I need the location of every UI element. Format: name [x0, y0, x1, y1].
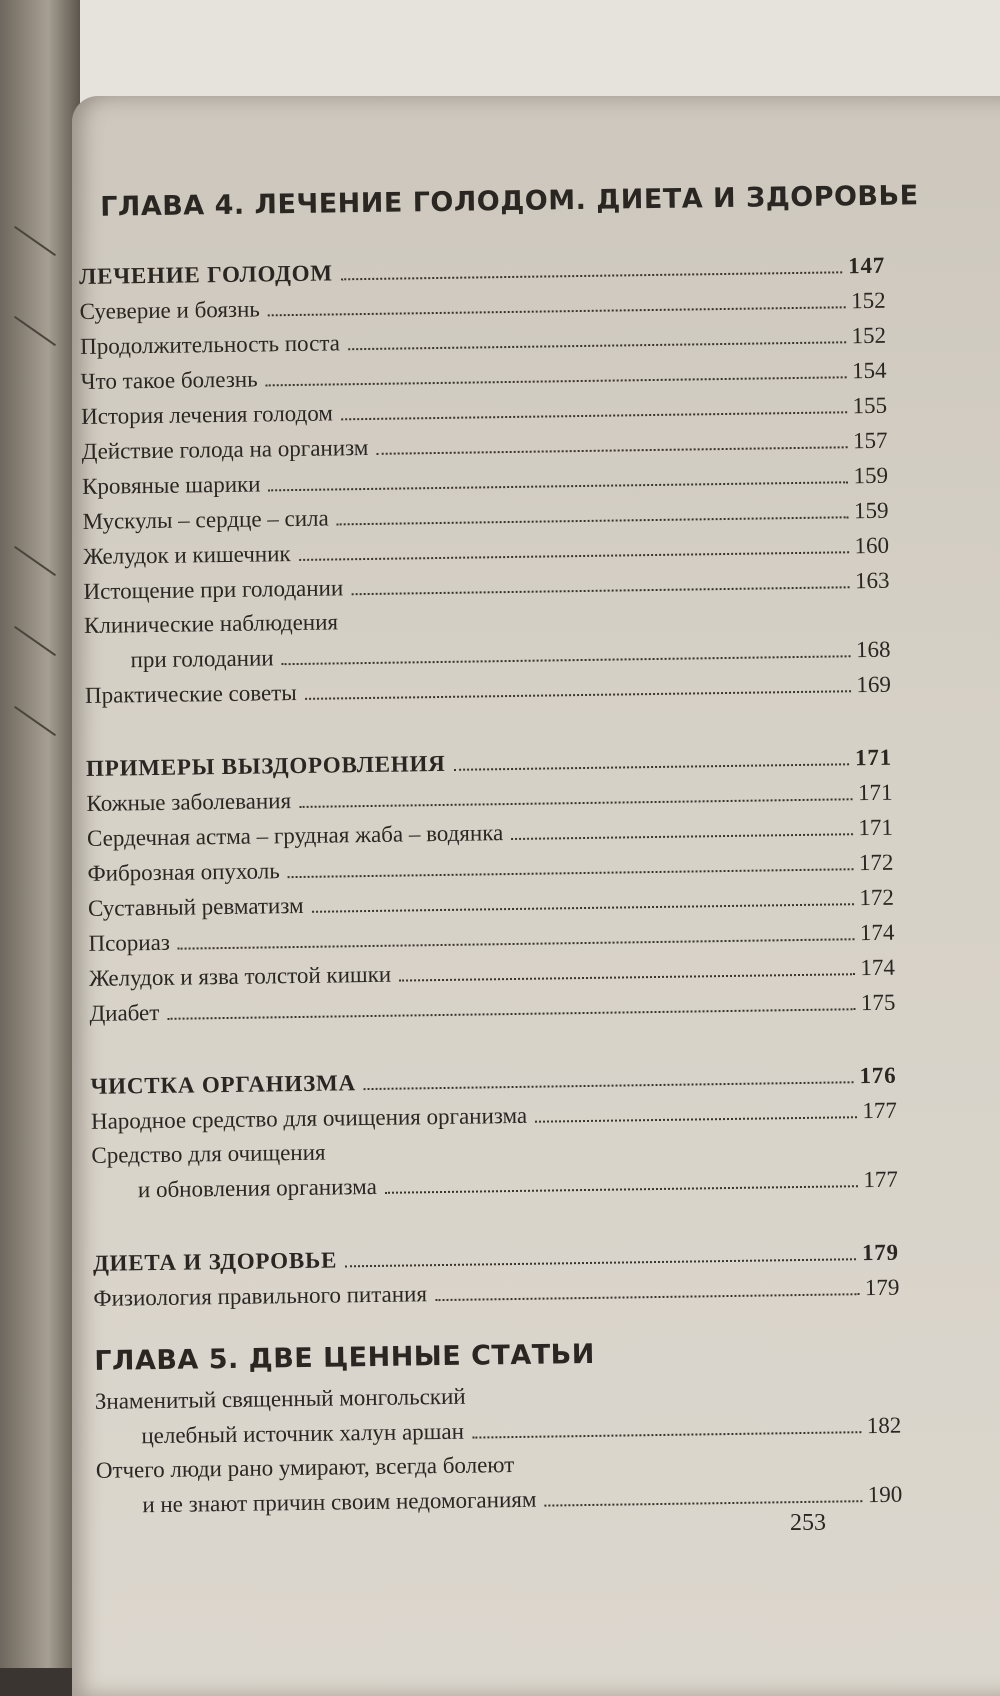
dot-leader: [269, 481, 848, 491]
dot-leader: [385, 1185, 858, 1194]
toc-page-number: 159: [853, 497, 889, 524]
dot-leader: [268, 306, 845, 316]
toc-page-number: 174: [859, 919, 895, 946]
toc-entry-title: Желудок и язва толстой кишки: [88, 961, 392, 991]
toc-entry-title: Клинические наблюдения: [83, 609, 339, 638]
toc-page-number: 159: [853, 462, 889, 489]
dot-leader: [288, 868, 853, 878]
dot-leader: [376, 446, 847, 455]
toc-page-number: 176: [859, 1062, 897, 1089]
toc-entry-title: Суеверие и боязнь: [79, 296, 260, 324]
dot-leader: [341, 411, 847, 420]
dot-leader: [351, 586, 849, 595]
toc-page-number: 179: [861, 1239, 900, 1266]
toc-page-number: 182: [866, 1412, 902, 1439]
chapter-4-title: ГЛАВА 4. ЛЕЧЕНИЕ ГОЛОДОМ. ДИЕТА И ЗДОРОВЬЕ: [99, 180, 919, 223]
toc-page-number: 177: [863, 1166, 899, 1193]
toc-page-number: 175: [860, 989, 896, 1016]
toc-page-number: 147: [848, 252, 886, 279]
page-number: 253: [790, 1510, 826, 1536]
toc-page-number: 154: [851, 357, 887, 384]
toc-entry-title: и не знают причин своим недомоганиям: [142, 1486, 537, 1518]
toc-page-number: 160: [854, 532, 890, 559]
toc-entry-title: Народное средство для очищения организма: [90, 1102, 528, 1134]
dot-leader: [364, 1081, 854, 1090]
toc-entry-title: ДИЕТА И ЗДОРОВЬЕ: [92, 1247, 338, 1276]
chapter-5-title: ГЛАВА 5. ДВЕ ЦЕННЫЕ СТАТЬИ: [94, 1338, 596, 1377]
chapter-5-entries: [95, 1374, 903, 1523]
toc-entry-title: Кожные заболевания: [86, 788, 292, 816]
table-of-contents: [78, 180, 919, 1523]
dot-leader: [472, 1431, 861, 1438]
dot-leader: [282, 655, 850, 665]
dot-leader: [178, 938, 854, 949]
toc-page-number: 171: [858, 814, 894, 841]
dot-leader: [337, 516, 848, 525]
toc-entry-title: Продолжительность поста: [79, 330, 341, 359]
dot-leader: [535, 1116, 856, 1122]
toc-entry-title: Средство для очищения: [91, 1139, 326, 1168]
toc-page-number: 174: [860, 954, 896, 981]
toc-entry-title: Действие голода на организм: [81, 434, 369, 464]
dot-leader: [266, 376, 846, 386]
toc-entry-title: при голодании: [130, 645, 274, 673]
toc-entry-title: Знаменитый священный монгольский: [94, 1383, 466, 1414]
toc-entry-title: Псориаз: [88, 929, 171, 956]
toc-page-number: 152: [851, 322, 887, 349]
toc-entry-title: Истощение при голодании: [83, 575, 344, 604]
toc-entry-title: ЛЕЧЕНИЕ ГОЛОДОМ: [79, 260, 334, 289]
dot-leader: [345, 1258, 856, 1267]
dot-leader: [167, 1008, 855, 1020]
toc-page-number: 190: [867, 1481, 903, 1508]
toc-entry-title: целебный источник халун аршан: [141, 1418, 465, 1449]
dot-leader: [348, 341, 846, 350]
dot-leader: [435, 1293, 859, 1301]
toc-entry-title: Кровяные шарики: [81, 471, 261, 499]
dot-leader: [299, 798, 852, 808]
toc-page-number: 169: [856, 671, 892, 698]
toc-page-number: 171: [854, 744, 893, 771]
toc-entry-title: История лечения голодом: [80, 400, 334, 429]
toc-page-number: 172: [858, 849, 894, 876]
toc-entry-title: и обновления организма: [137, 1173, 377, 1203]
dot-leader: [399, 973, 854, 981]
toc-entry-title: ПРИМЕРЫ ВЫЗДОРОВЛЕНИЯ: [85, 750, 446, 781]
toc-entry-title: Что такое болезнь: [80, 366, 258, 394]
toc-page-number: 155: [852, 392, 888, 419]
toc-entry-title: Физиология правильного питания: [93, 1281, 428, 1311]
dot-leader: [511, 833, 852, 840]
toc-entry-title: Суставный ревматизм: [87, 892, 304, 921]
left-page-edge: [0, 0, 80, 1668]
toc-entry-title: Фиброзная опухоль: [87, 858, 280, 886]
dot-leader: [299, 551, 849, 561]
dot-leader: [312, 903, 854, 913]
dot-leader: [305, 690, 851, 700]
toc-page-number: 152: [850, 287, 886, 314]
dot-leader: [341, 271, 842, 280]
toc-page-number: 171: [857, 779, 893, 806]
toc-page-number: 163: [854, 567, 890, 594]
toc-page-number: 179: [864, 1274, 900, 1301]
toc-entry-title: Диабет: [89, 999, 160, 1026]
toc-sections: [79, 248, 900, 1316]
toc-entry-title: Мускулы – сердце – сила: [82, 505, 329, 534]
toc-entry-title: Отчего люди рано умирают, всегда болеют: [95, 1452, 515, 1483]
toc-entry-title: Сердечная астма – грудная жаба – водянка: [86, 820, 504, 851]
toc-page-number: 177: [862, 1097, 898, 1124]
toc-entry-title: Желудок и кишечник: [82, 541, 291, 569]
toc-page-number: 168: [855, 636, 891, 663]
dot-leader: [454, 763, 850, 771]
toc-entry-title: Практические советы: [84, 679, 297, 708]
dot-leader: [544, 1500, 861, 1506]
toc-entry-title: ЧИСТКА ОРГАНИЗМА: [90, 1070, 357, 1099]
toc-page-number: 172: [859, 884, 895, 911]
toc-page-number: 157: [852, 427, 888, 454]
